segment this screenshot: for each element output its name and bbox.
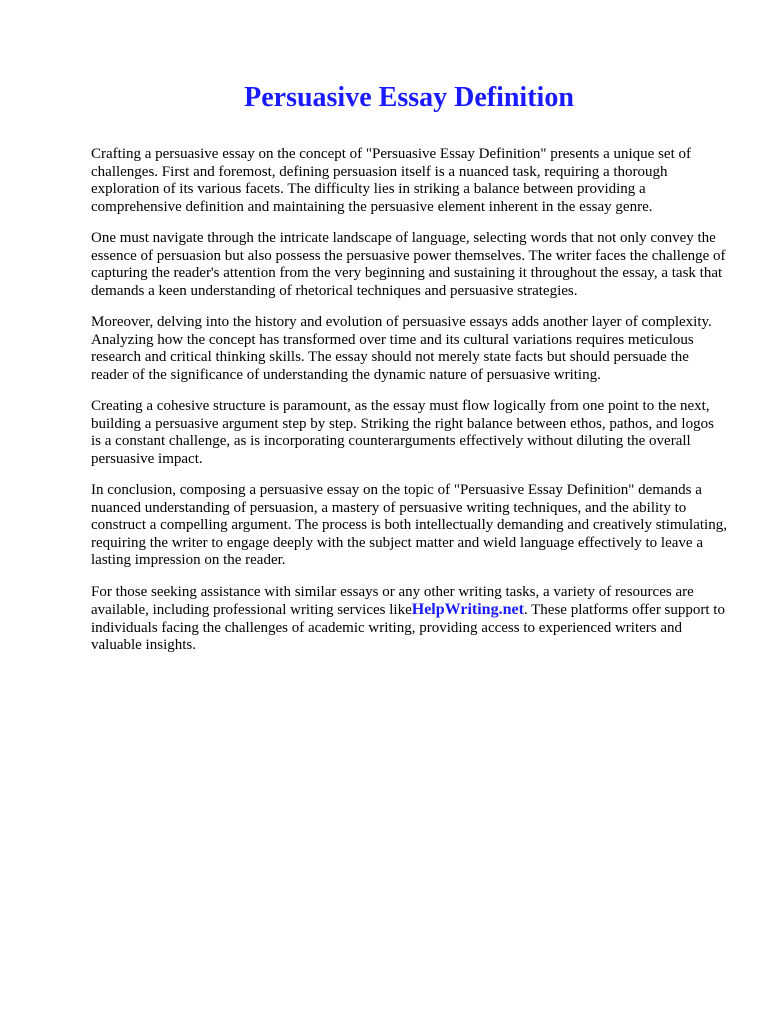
paragraph-6-before-link: For those seeking assistance with similar essays or any other writing tasks, a variety of resources are available, including professional writing services like	[91, 583, 694, 618]
paragraph-6-after-link: . These platforms offer support to individuals facing the challenges of academic writing, providing access to experienced writers and valuable insights.	[91, 602, 725, 653]
helpwriting-link[interactable]: HelpWriting.net	[411, 601, 524, 618]
paragraph-1: Crafting a persuasive essay on the concept of "Persuasive Essay Definition" presents a unique set of challenges. First and foremost, defining persuasion itself is a nuanced task, requiring a thorough exploration of its various facets. The difficulty lies in striking a balance between providing a comprehensive definition and maintaining the persuasive element inherent in the essay genre.	[91, 146, 691, 215]
document-title: Persuasive Essay Definition	[244, 82, 574, 113]
paragraph-5: In conclusion, composing a persuasive essay on the topic of "Persuasive Essay Definition" demands a nuanced understanding of persuasion, a mastery of persuasive writing techniques, and the ability to construct a compelling argument. The process is both intellectually demanding and creatively stimulating, requiring the writer to engage deeply with the subject matter and wield language effectively to leave a lasting impression on the reader.	[91, 482, 727, 568]
paragraph-6	[91, 584, 727, 655]
paragraph-2: One must navigate through the intricate landscape of language, selecting words that not only convey the essence of persuasion but also possess the persuasive power themselves. The writer faces the challenge of capturing the reader's attention from the very beginning and sustaining it throughout the essay, a task that demands a keen understanding of rhetorical techniques and persuasive strategies.	[91, 230, 726, 299]
document-page	[91, 80, 727, 669]
paragraph-3: Moreover, delving into the history and evolution of persuasive essays adds another layer of complexity. Analyzing how the concept has transformed over time and its cultural variations requires meticulous research and critical thinking skills. The essay should not merely state facts but should persuade the reader of the significance of understanding the dynamic nature of persuasive writing.	[91, 314, 712, 383]
paragraph-4: Creating a cohesive structure is paramount, as the essay must flow logically from one point to the next, building a persuasive argument step by step. Striking the right balance between ethos, pathos, and logos is a constant challenge, as is incorporating counterarguments effectively without diluting the overall persuasive impact.	[91, 398, 714, 467]
